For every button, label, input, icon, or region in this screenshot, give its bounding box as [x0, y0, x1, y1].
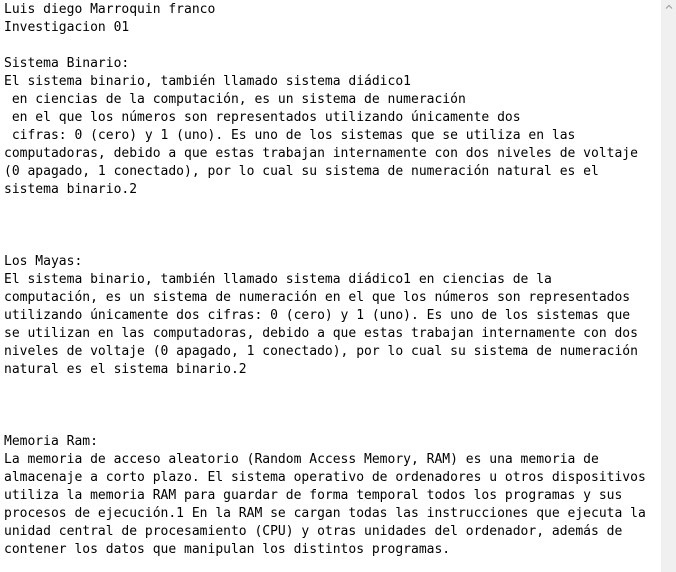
document-line: sistema binario.2 — [4, 182, 138, 197]
document-line: contener los datos que manipulan los distintos programas. — [4, 542, 451, 557]
document-line: Memoria Ram: — [4, 434, 98, 449]
vertical-scrollbar[interactable] — [661, 0, 676, 572]
document-line: El sistema binario, también llamado sistema diádico1 — [4, 74, 411, 89]
document-line: computadoras, debido a que estas trabajan internamente con dos niveles de voltaje — [4, 146, 638, 161]
document-line: en el que los números son representados utilizando únicamente dos — [4, 110, 521, 125]
document-line: (0 apagado, 1 conectado), por lo cual su sistema de numeración natural es el — [4, 164, 599, 179]
document-line: Sistema Binario: — [4, 56, 130, 71]
document-line: niveles de voltaje (0 apagado, 1 conectado), por lo cual su sistema de numeración — [4, 344, 638, 359]
scroll-up-button[interactable] — [662, 0, 676, 14]
document-line: Los Mayas: — [4, 254, 83, 269]
document-line: Investigacion 01 — [4, 20, 130, 35]
document-line: computación, es un sistema de numeración en el que los números son representados — [4, 290, 631, 305]
document-line: La memoria de acceso aleatorio (Random Access Memory, RAM) es una memoria de — [4, 452, 599, 467]
document-line: unidad central de procesamiento (CPU) y otras unidades del ordenador, además de — [4, 524, 623, 539]
document-line: Luis diego Marroquin franco — [4, 2, 216, 17]
document-line: cifras: 0 (cero) y 1 (uno). Es uno de los sistemas que se utiliza en las — [4, 128, 576, 143]
document-line: utiliza la memoria RAM para guardar de forma temporal todos los programas y sus — [4, 488, 623, 503]
document-line: natural es el sistema binario.2 — [4, 362, 247, 377]
document-line: El sistema binario, también llamado sistema diádico1 en ciencias de la — [4, 272, 552, 287]
chevron-up-icon — [662, 0, 676, 14]
document-line: procesos de ejecución.1 En la RAM se cargan todas las instrucciones que ejecuta la — [4, 506, 646, 521]
document-line: utilizando únicamente dos cifras: 0 (cero) y 1 (uno). Es uno de los sistemas que — [4, 308, 631, 323]
document-line: en ciencias de la computación, es un sistema de numeración — [4, 92, 466, 107]
document-line: se utilizan en las computadoras, debido a que estas trabajan internamente con dos — [4, 326, 638, 341]
document-line: almacenaje a corto plazo. El sistema operativo de ordenadores u otros dispositivos — [4, 470, 646, 485]
